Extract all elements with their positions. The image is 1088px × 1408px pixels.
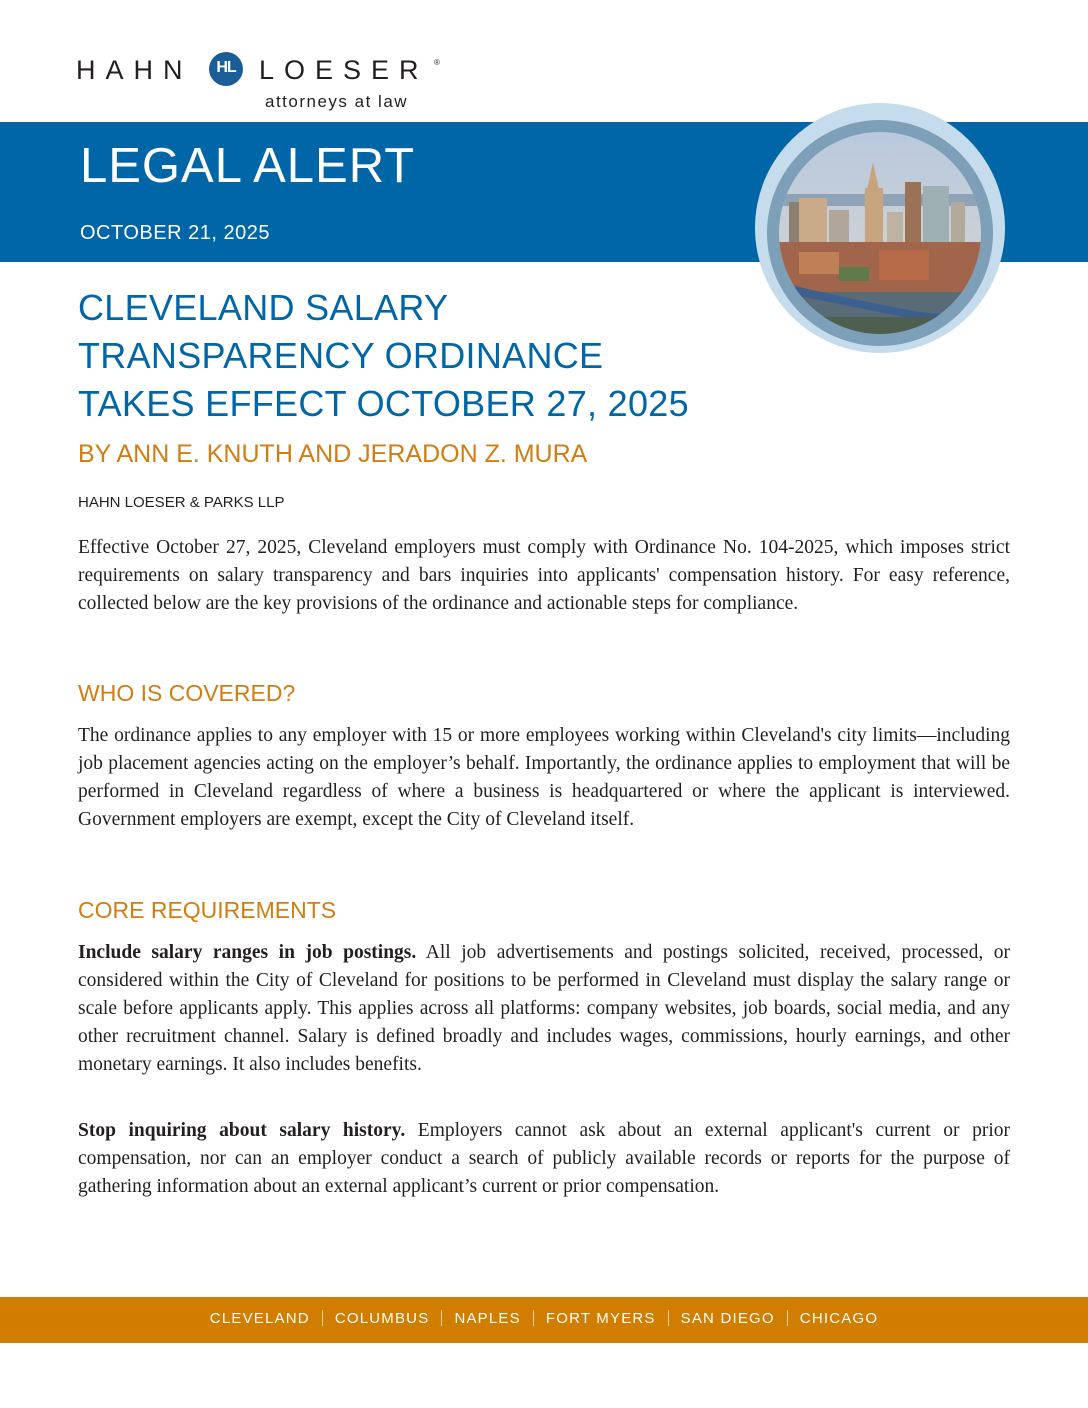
paragraph-text: Employers cannot ask about an external applicant's current or prior compensation, nor can an employer conduct a search of publicly available records or reports for the purpose of gathering information about an external applicant’s current or prior compensation. xyxy=(78,1120,1010,1197)
banner-date: OCTOBER 21, 2025 xyxy=(80,222,270,244)
divider xyxy=(668,1310,669,1326)
section-heading-who-is-covered: WHO IS COVERED? xyxy=(78,680,296,706)
office-locations-footer xyxy=(0,1297,1088,1343)
headline-line: CLEVELAND SALARY xyxy=(78,287,449,328)
office-columbus: COLUMBUS xyxy=(334,1310,430,1327)
skyline-image-icon xyxy=(779,132,981,334)
paragraph-text: All job advertisements and postings solicited, received, processed, or considered within the City of Cleveland for positions to be performed in Cleveland must display the salary range or scale before applicants apply. This applies across all platforms: company websites, job boards, social media, and any other recruitment channel. Salary is defined broadly and includes wages, commissions, hourly earnings, and other monetary earnings. It also includes benefits. xyxy=(78,942,1010,1075)
cleveland-skyline-photo xyxy=(779,132,981,334)
paragraph-lead: Include salary ranges in job postings. xyxy=(78,942,417,963)
office-fort-myers: FORT MYERS xyxy=(545,1310,656,1327)
headline-line: TRANSPARENCY ORDINANCE xyxy=(78,335,604,376)
coverage-paragraph xyxy=(78,722,1010,834)
registered-mark: ® xyxy=(434,58,440,67)
byline: BY ANN E. KNUTH AND JERADON Z. MURA xyxy=(78,440,588,468)
logo-mark-text: HL xyxy=(216,59,236,76)
logo-word-loeser: LOESER xyxy=(259,55,429,85)
banner-title: LEGAL ALERT xyxy=(80,139,416,193)
intro-paragraph: Effective October 27, 2025, Cleveland employers must comply with Ordinance No. 104-2025, which imposes strict requirements on salary transparency and bars inquiries into applicants' compensation history. For easy reference, collected below are the key provisions of the ordinance and actionable steps for compliance. xyxy=(78,537,1010,614)
divider xyxy=(787,1310,788,1326)
logo-word-hahn: HAHN xyxy=(76,55,193,85)
divider xyxy=(441,1310,442,1326)
office-naples: NAPLES xyxy=(454,1310,521,1327)
requirement-paragraph-salary-ranges xyxy=(78,939,1010,1079)
logo-hl-mark-icon xyxy=(209,52,243,86)
requirement-paragraph-salary-history xyxy=(78,1117,1010,1201)
divider xyxy=(533,1310,534,1326)
paragraph-lead: Stop inquiring about salary history. xyxy=(78,1120,406,1141)
paragraph-text: The ordinance applies to any employer with 15 or more employees working within Cleveland's city limits—including job placement agencies acting on the employer’s behalf. Importantly, the ordinance applies to employment that will be performed in Cleveland regardless of where a business is headquartered or where the applicant is interviewed. Government employers are exempt, except the City of Cleveland itself. xyxy=(78,725,1010,830)
logo-tagline: attorneys at law xyxy=(265,92,409,111)
divider xyxy=(322,1310,323,1326)
office-cleveland: CLEVELAND xyxy=(209,1310,310,1327)
office-san-diego: SAN DIEGO xyxy=(680,1310,775,1327)
office-chicago: CHICAGO xyxy=(799,1310,879,1327)
firm-logo xyxy=(76,52,448,114)
firm-name: HAHN LOESER & PARKS LLP xyxy=(78,494,285,511)
headline xyxy=(78,284,689,428)
headline-line: TAKES EFFECT OCTOBER 27, 2025 xyxy=(78,383,689,424)
section-heading-core-requirements: CORE REQUIREMENTS xyxy=(78,897,337,923)
